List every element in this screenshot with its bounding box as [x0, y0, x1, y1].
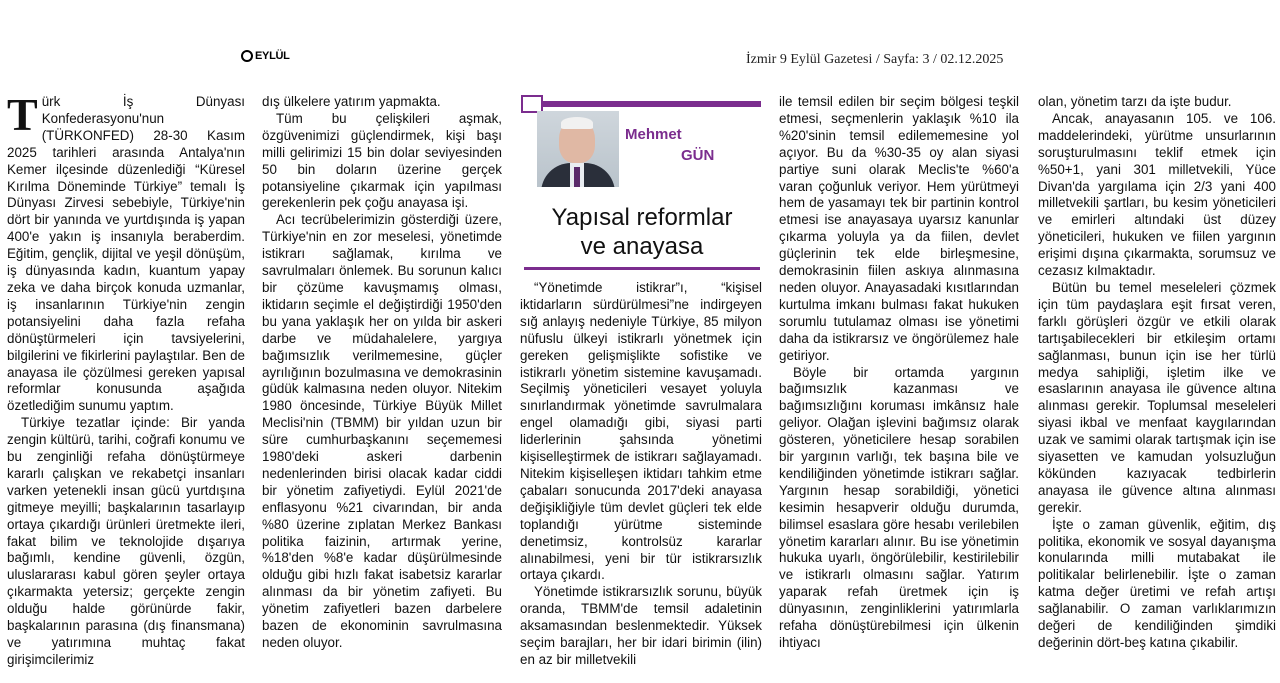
paragraph: Tüm bu çelişkileri aşmak, özgüvenimizi güçlendirmek, kişi başı milli gelirimizi 15 bin dolar seviyesinden 50 bin doların üzerine gerçek potansiyeline çıkarmak için yapılması gerekenlerin pek çoğu anayasa işi. — [262, 110, 502, 211]
paragraph: “Yönetimde istikrar”ı, “kişisel iktidarların sürdürülmesi”ne indirgeyen sığ anlayış nedeniyle Türkiye, 85 milyon nüfuslu ülkeyi istikrarlı yönetmek için gereken gelişmişlikte sofistike ve istikrarlı yönetim sistemine kavuşamadı. Seçilmiş yöneticileri vesayet yoluyla sınırlandırmak yönetimde savrulmalara engel olamadığı gibi, siyasi parti liderlerinin şahsında yönetimi kişiselleştirmek de istikrarı sağlayamadı. Nitekim kişiselleşen iktidarı tahkim etme çabaları sonucunda 2017'deki anayasa değişikliğiyle tüm devlet güçleri tek elde toplandığı yürütme sisteminde denetimsiz, kontrolsüz kararlar alınabilmesi, yeni bir tür istikrarsızlık ortaya çıkardı. — [520, 280, 762, 583]
newspaper-logo — [241, 47, 293, 64]
paragraph: olan, yönetim tarzı da işte budur. — [1038, 94, 1232, 109]
paragraph: Yönetimde istikrarsızlık sorunu, büyük oranda, TBMM'de temsil adaletinin aksamasından beslenmektedir. Yüksek seçim barajları, her bir idari birimin (ilin) en az bir milletvekili — [520, 584, 762, 667]
logo-mark-icon — [241, 50, 253, 62]
paragraph: Türkiye tezatlar içinde: Bir yanda zengin kültürü, tarihi, coğrafi konumu ve bu zenginliği refaha dönüştürmeye kararlı çalışkan ve rekabetçi insanları varken yetenekli insan gücü yurtdışına gitmeye meyilli; başkalarının tasarlayıp ortaya çıkardığı ürünleri üretmekte ileri, fakat bilim ve teknolojide dışarıya bağımlı, kendine güvenli, özgün, uluslararası kabul gören şeyler ortaya çıkarmakta yetersiz; gerçekte zengin olduğu halde görünürde fakir, başkalarının parasına (dış finansmana) ve yatırımına muhtaç fakat girişimcilerimiz — [7, 415, 245, 667]
article-column-1 — [7, 89, 245, 669]
article-title: Yapısal reformlar ve anayasa — [551, 204, 733, 260]
drop-cap: T — [7, 89, 38, 140]
article-column-4 — [779, 94, 1019, 652]
author-first-name: Mehmet — [625, 126, 682, 143]
accent-bar-bottom — [524, 267, 760, 270]
paragraph: Bütün bu temel meseleleri çözmek için tüm paydaşlara eşit fırsat veren, farklı görüşleri özgür ve etkili olarak tartışabilecekleri bir etkileşim ortamı sağlanması, bunun için ise her türlü medya sahipliği, işletim ilke ve esaslarının anayasa ile güvence altına alınması gerekir. Toplumsal meseleleri siyasi ikbal ve menfaat kaygılarından uzak ve samimi olarak tartışmak için ise siyasetten ve kamudan yolsuzluğun kökünden kazıyacak tedbirlerin anayasa ile güvence altına alınması gerekir. — [1038, 279, 1276, 515]
paragraph: Türk İş Dünyası Konfederasyonu'nun (TÜRKONFED) 28-30 Kasım 2025 tarihleri arasında Antalya'nın Kemer ilçesinde düzenlediği “Küresel Kırılma Döneminde Türkiye” temalı İş Dünyası Zirvesi sebebiyle, Türkiye'nin dört bir yanında ve yurtdışında iş yapan 400'e yakın iş insanıyla beraberdim. Eğitim, gençlik, dijital ve yeşil dönüşüm, iş dünyasında kadın, kuantum yapay zeka ve daha birçok konuda uzmanlar, iş insanlarının Türkiye'nin zengin potansiyelini daha fazla refaha dönüştürmeleri için tavsiyelerini, bilgilerini ve fikirlerini paylaştılar. Ben de anayasa ile çözülmesi gereken yapısal reformlar konusunda aşağıda özetlediğim sunumu yaptım. — [7, 89, 245, 414]
author-photo — [537, 111, 619, 187]
paragraph: İşte o zaman güvenlik, eğitim, dış politika, ekonomik ve sosyal dayanışma konularında milli mutabakat ile politikalar belirlenebilir. İşte o zaman katma değer üretimi ve refah artışı sağlanabilir. O zaman varlıklarımızın değeri de kendiliğinden şimdiki değerinin dört-beş katına çıkabilir. — [1038, 516, 1276, 650]
author-headline-box — [521, 95, 763, 273]
paragraph: Ancak, anayasanın 105. ve 106. maddelerindeki, yürütme unsurlarının soruşturulmasını teklif etmek için %50+1, yani 301 milletvekili, Yüce Divan'da yargılama için 2/3 yani 400 milletvekili şartları, bu kesim yöneticileri ve emirleri altındaki üst düzey yöneticileri, hukuken ve fiilen yargının erişimi dışına çıkarmakta, sorumsuz ve cezasız kılmaktadır. — [1038, 110, 1276, 279]
author-last-name: GÜN — [681, 147, 715, 164]
article-column-3 — [520, 280, 762, 669]
paragraph: dış ülkelere yatırım yapmakta. — [262, 94, 441, 109]
accent-bar — [521, 101, 761, 107]
article-column-2 — [262, 94, 502, 652]
paragraph: Böyle bir ortamda yargının bağımsızlık kazanması ve bağımsızlığını koruması imkânsız hale geliyor. Olağan işlevini bağımsız olarak gösteren, yöneticilere hesap sorabilen bir yargının varlığı, tek başına bile ve kendiliğinden yönetimde istikrarı sağlar. Yargının hesap sorabildiği, yönetici kesimin hesapverir olduğu durumda, bilimsel esaslara göre hesabı verilebilen yönetim kararları alınır. Bu ise yönetimin hukuka uyarlı, öngörülebilir, kestirilebilir ve istikrarlı olmasını sağlar. Yatırım yaparak refah üretmek için iş dünyasının, zenginliklerini yatırımlarla refaha dönüştürebilmesi için ülkenin ihtiyacı — [779, 364, 1019, 650]
paragraph: Acı tecrübelerimizin gösterdiği üzere, Türkiye'nin en zor meselesi, yönetimde istikrarı sağlamak, kırılma ve savrulmaları önlemek. Bu sorunun kalıcı bir çözüme kavuşmamış olması, iktidarın seçimle el değiştirdiği 1950'den bu yana yaklaşık her on yılda bir askeri darbe ve müdahalelere, yargıya bağımsızlık verilmemesine, güçler ayrılığının bozulmasına ve demokrasinin güdük kalmasına neden oluyor. Nitekim 1980 öncesinde, Türkiye Büyük Millet Meclisi'nin (TBMM) bir yıldan uzun bir süre cumhurbaşkanını seçememesi 1980'deki askeri darbenin nedenlerinden birisi olacak kadar ciddi bir yönetim zafiyetiydi. Eylül 2021'de enflasyonu %21 civarından, bir anda %80 üzerine zıplatan Merkez Bankası politika faizinin, artırmak yerine, %18'den %8'e kadar düşürülmesinde olduğu gibi hızlı fakat isabetsiz kararlar alınması da bir yönetim zafiyeti. Bu yönetim zafiyetleri bazen darbelere bazen de ekonominin savrulmasına neden oluyor. — [262, 212, 502, 650]
paragraph: ile temsil edilen bir seçim bölgesi teşkil etmesi, seçmenlerin yaklaşık %10 ila %20'sinin temsil edilememesine yol açıyor. Bu da %30-35 oy alan siyasi partiye suni olarak Meclis'te %60'a varan çoğunluk veriyor. Hem yürütmeyi hem de yasamayı tek bir partinin kontrol etmesi ise anayasaya uyarsız kanunlar çıkarma yoluyla ya da fiilen, devlet güçlerinin tek elde birleşmesine, demokrasinin fiilen askıya alınmasına neden oluyor. Anayasadaki kısıtlarından kurtulma imkanı bulması fakat hukuken sorumlu tutulamaz olması ise yönetimi daha da istikrarsız ve öngörülemez hale getiriyor. — [779, 94, 1019, 363]
article-column-5 — [1038, 94, 1276, 652]
page-header-info: İzmir 9 Eylül Gazetesi / Sayfa: 3 / 02.12.2025 — [746, 52, 1004, 67]
logo-text: EYLÜL — [255, 49, 290, 62]
